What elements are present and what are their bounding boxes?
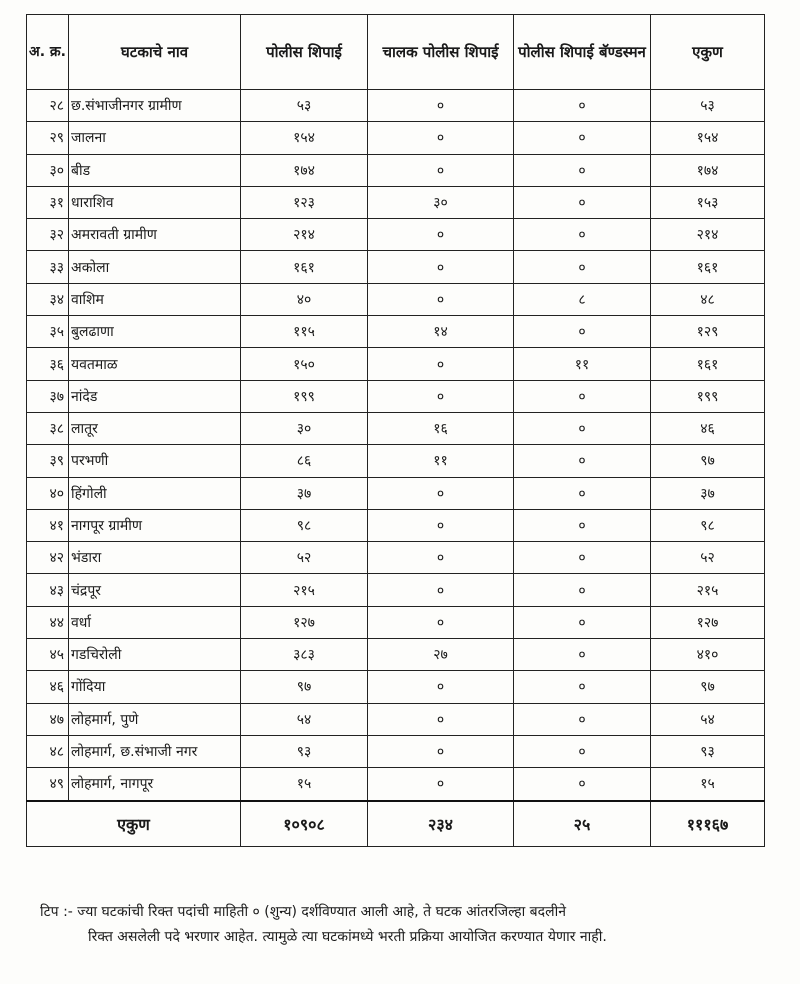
row-serial: ३३ [27,251,69,283]
row-driver: ० [368,90,514,122]
row-unit-name: परभणी [69,445,241,477]
row-total: ९८ [651,509,765,541]
row-total: ९७ [651,445,765,477]
row-serial: ३९ [27,445,69,477]
row-unit-name: हिंगोली [69,477,241,509]
row-driver: ० [368,283,514,315]
table-row [27,671,765,703]
table-row [27,445,765,477]
row-unit-name: छ.संभाजीनगर ग्रामीण [69,90,241,122]
table-row [27,735,765,767]
row-constable: २१४ [241,219,368,251]
row-serial: ४५ [27,639,69,671]
row-total: २१४ [651,219,765,251]
row-bandsman: ० [514,219,651,251]
row-total: १९९ [651,380,765,412]
row-total: ९७ [651,671,765,703]
row-constable: ५२ [241,542,368,574]
row-driver: २७ [368,639,514,671]
row-serial: ४६ [27,671,69,703]
row-driver: ० [368,219,514,251]
table-row [27,251,765,283]
row-serial: ४४ [27,606,69,638]
row-serial: २९ [27,122,69,154]
row-total: १५ [651,768,765,801]
row-constable: ९३ [241,735,368,767]
row-serial: ३४ [27,283,69,315]
row-driver: ११ [368,445,514,477]
total-row [27,801,765,847]
header-driver-constable: चालक पोलीस शिपाई [368,15,514,90]
vacancy-table [26,14,765,847]
row-serial: ३० [27,154,69,186]
row-driver: ० [368,768,514,801]
table-row [27,606,765,638]
row-total: ४८ [651,283,765,315]
row-bandsman: ० [514,380,651,412]
row-unit-name: नागपूर ग्रामीण [69,509,241,541]
row-total: १६१ [651,251,765,283]
row-bandsman: ० [514,90,651,122]
row-bandsman: ० [514,768,651,801]
row-bandsman: ० [514,186,651,218]
row-driver: ० [368,477,514,509]
table-header-row [27,15,765,90]
row-serial: ४७ [27,703,69,735]
row-total: २१५ [651,574,765,606]
row-constable: ९८ [241,509,368,541]
row-total: ५४ [651,703,765,735]
row-driver: ० [368,122,514,154]
row-unit-name: चंद्रपूर [69,574,241,606]
header-unit-name: घटकाचे नाव [69,15,241,90]
row-constable: १२७ [241,606,368,638]
row-constable: ३८३ [241,639,368,671]
header-constable: पोलीस शिपाई [241,15,368,90]
row-serial: ३८ [27,412,69,444]
row-bandsman: ० [514,703,651,735]
row-unit-name: जालना [69,122,241,154]
footnote [40,900,770,949]
row-bandsman: ० [514,606,651,638]
row-serial: ४९ [27,768,69,801]
row-constable: ३७ [241,477,368,509]
total-label: एकुण [27,801,241,847]
footnote-line-1: टिप :- ज्या घटकांची रिक्त पदांची माहिती ० (शुन्य) दर्शविण्यात आली आहे, ते घटक आंतरजिल्हा बदलीने [40,904,566,920]
table-row [27,412,765,444]
row-total: ५२ [651,542,765,574]
row-serial: ४८ [27,735,69,767]
row-bandsman: ८ [514,283,651,315]
row-bandsman: ० [514,574,651,606]
row-constable: ९७ [241,671,368,703]
row-serial: ३२ [27,219,69,251]
row-total: १२७ [651,606,765,638]
table-row [27,316,765,348]
row-unit-name: वाशिम [69,283,241,315]
row-unit-name: लोहमार्ग, नागपूर [69,768,241,801]
row-bandsman: ० [514,542,651,574]
row-serial: ३६ [27,348,69,380]
row-bandsman: ० [514,316,651,348]
row-unit-name: लातूर [69,412,241,444]
row-driver: १४ [368,316,514,348]
total-driver: २३४ [368,801,514,847]
total-constable: १०९०८ [241,801,368,847]
row-unit-name: नांदेड [69,380,241,412]
table-row [27,186,765,218]
row-bandsman: ११ [514,348,651,380]
vacancy-table-sheet [26,14,764,847]
row-constable: ११५ [241,316,368,348]
row-total: १६१ [651,348,765,380]
row-bandsman: ० [514,412,651,444]
row-unit-name: बीड [69,154,241,186]
header-bandsman: पोलीस शिपाई बॅण्डस्मन [514,15,651,90]
row-bandsman: ० [514,477,651,509]
row-constable: ८६ [241,445,368,477]
row-unit-name: लोहमार्ग, पुणे [69,703,241,735]
row-bandsman: ० [514,122,651,154]
table-row [27,283,765,315]
row-constable: १९९ [241,380,368,412]
footnote-line-2: रिक्त असलेली पदे भरणार आहेत. त्यामुळे त्या घटकांमध्ये भरती प्रक्रिया आयोजित करण्यात येणार नाही. [88,928,607,945]
row-total: १५४ [651,122,765,154]
row-unit-name: अकोला [69,251,241,283]
row-constable: ४० [241,283,368,315]
row-bandsman: ० [514,445,651,477]
row-driver: ० [368,380,514,412]
table-row [27,509,765,541]
row-constable: २१५ [241,574,368,606]
table-row [27,703,765,735]
row-unit-name: गोंदिया [69,671,241,703]
header-sr: अ. क्र. [27,15,69,90]
row-driver: ० [368,154,514,186]
table-row [27,768,765,801]
row-constable: ५४ [241,703,368,735]
row-serial: ४० [27,477,69,509]
row-constable: १५० [241,348,368,380]
total-bandsman: २५ [514,801,651,847]
table-row [27,122,765,154]
row-unit-name: लोहमार्ग, छ.संभाजी नगर [69,735,241,767]
row-bandsman: ० [514,509,651,541]
row-constable: १७४ [241,154,368,186]
row-serial: ३७ [27,380,69,412]
row-driver: ३० [368,186,514,218]
row-constable: १६१ [241,251,368,283]
table-row [27,380,765,412]
row-driver: १६ [368,412,514,444]
table-row [27,219,765,251]
row-bandsman: ० [514,671,651,703]
table-row [27,477,765,509]
row-total: ५३ [651,90,765,122]
row-driver: ० [368,574,514,606]
table-row [27,639,765,671]
row-bandsman: ० [514,735,651,767]
row-total: १५३ [651,186,765,218]
row-driver: ० [368,606,514,638]
row-driver: ० [368,703,514,735]
row-serial: ४३ [27,574,69,606]
row-driver: ० [368,542,514,574]
row-unit-name: वर्धा [69,606,241,638]
row-total: १२९ [651,316,765,348]
row-unit-name: भंडारा [69,542,241,574]
row-unit-name: गडचिरोली [69,639,241,671]
header-total: एकुण [651,15,765,90]
row-unit-name: बुलढाणा [69,316,241,348]
row-constable: १५ [241,768,368,801]
table-row [27,574,765,606]
row-total: ४६ [651,412,765,444]
row-bandsman: ० [514,154,651,186]
table-row [27,542,765,574]
row-constable: १५४ [241,122,368,154]
table-row [27,154,765,186]
row-unit-name: यवतमाळ [69,348,241,380]
row-driver: ० [368,348,514,380]
row-bandsman: ० [514,251,651,283]
row-constable: ३० [241,412,368,444]
row-driver: ० [368,671,514,703]
table-body [27,90,765,801]
row-total: ३७ [651,477,765,509]
row-total: १७४ [651,154,765,186]
row-constable: ५३ [241,90,368,122]
row-unit-name: धाराशिव [69,186,241,218]
row-driver: ० [368,735,514,767]
row-bandsman: ० [514,639,651,671]
row-serial: २८ [27,90,69,122]
row-serial: ३५ [27,316,69,348]
row-total: ४१० [651,639,765,671]
row-serial: ३१ [27,186,69,218]
row-total: ९३ [651,735,765,767]
row-constable: १२३ [241,186,368,218]
grand-total: १११६७ [651,801,765,847]
row-serial: ४१ [27,509,69,541]
table-row [27,348,765,380]
table-row [27,90,765,122]
row-driver: ० [368,509,514,541]
row-driver: ० [368,251,514,283]
row-serial: ४२ [27,542,69,574]
row-unit-name: अमरावती ग्रामीण [69,219,241,251]
